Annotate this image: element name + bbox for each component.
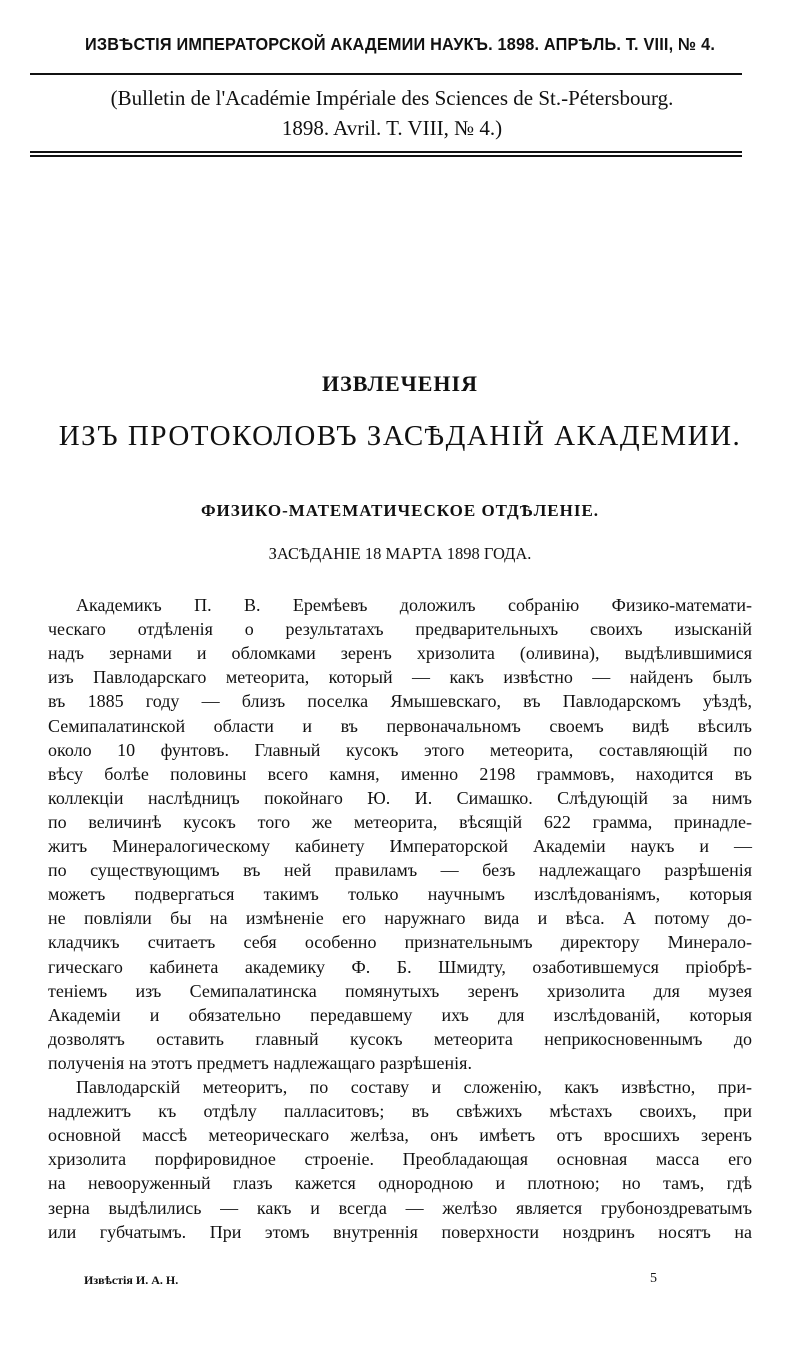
body-line: или губчатымъ. При этомъ внутреннія поверхности ноздринъ носятъ на (48, 1221, 752, 1242)
body-line: теніемъ изъ Семипалатинска помянутыхъ зеренъ хризолита для музея (48, 980, 752, 1001)
body-line: по существующимъ въ ней правиламъ — безъ надлежащаго разрѣшенія (48, 860, 752, 881)
session-heading: ЗАСѢДАНІЕ 18 МАРТА 1898 ГОДА. (268, 544, 532, 563)
body-line: вѣсу болѣе половины всего камня, именно 2198 граммовъ, находится въ (48, 763, 752, 784)
body-line: не повліяли бы на измѣненіе его наружнаго вида и вѣса. А потому до- (48, 908, 752, 929)
body-line: Академіи и обязательно передавшему ихъ для изслѣдованій, которыя (48, 1004, 752, 1025)
body-line: коллекціи наслѣдницъ покойнаго Ю. И. Симашко. Слѣдующій за нимъ (48, 787, 752, 808)
body-line: на невооруженный глазъ кажется однородною и плотною; но тамъ, гдѣ (48, 1173, 752, 1194)
body-line: по величинѣ кусокъ того же метеорита, вѣсящій 622 грамма, принадле- (48, 811, 752, 832)
body-line: хризолита порфировидное строеніе. Преобладающая основная масса его (48, 1149, 752, 1170)
body-line: ческаго отдѣленія о результатахъ предварительныхъ своихъ изысканій (48, 619, 752, 640)
section-heading-extracts: ИЗВЛЕЧЕНІЯ (321, 371, 478, 396)
body-line: около 10 фунтовъ. Главный кусокъ этого метеорита, составляющій по (48, 739, 752, 760)
body-line: гическаго кабинета академику Ф. Б. Шмидту, озаботившемуся пріобрѣ- (48, 956, 752, 977)
page-number: 5 (650, 1271, 657, 1286)
body-line: Семипалатинской области и въ первоначальномъ своемъ видѣ вѣсилъ (48, 715, 752, 736)
body-line: Академикъ П. В. Еремѣевъ доложилъ собранію Физико-математи- (76, 595, 752, 615)
division-heading: ФИЗИКО-МАТЕМАТИЧЕСКОЕ ОТДѢЛЕНІЕ. (200, 501, 600, 520)
body-line: надъ зернами и обломками зеренъ хризолита (оливина), выдѣлившимися (48, 643, 752, 664)
bulletin-title-line-2: 1898. Avril. T. VIII, № 4.) (281, 116, 503, 140)
footer-journal-abbrev: Извѣстія И. А. Н. (84, 1273, 179, 1287)
body-line: Павлодарскій метеоритъ, по составу и сложенію, какъ извѣстно, при- (76, 1077, 752, 1097)
header-rule (30, 73, 742, 75)
bulletin-title-line-1: (Bulletin de l'Académie Impériale des Sciences de St.-Pétersbourg. (110, 86, 674, 110)
body-line: дозволятъ оставить главный кусокъ метеорита неприкосновеннымъ до (48, 1028, 752, 1049)
body-line: зерна выдѣлились — какъ и всегда — желѣзо является грубоноздреватымъ (48, 1197, 752, 1218)
body-line: можетъ подвергаться такимъ только научнымъ изслѣдованіямъ, которыя (48, 884, 752, 905)
running-head: ИЗВѢСТІЯ ИМПЕРАТОРСКОЙ АКАДЕМИИ НАУКЪ. 1898. АПРѢЛЬ. Т. VIII, № 4. (84, 34, 716, 54)
double-rule-bottom (30, 155, 742, 157)
body-line: полученія на этотъ предметъ надлежащаго разрѣшенія. (48, 1052, 472, 1073)
body-line: житъ Минералогическому кабинету Императорской Академіи наукъ и — (48, 836, 752, 856)
body-line: въ 1885 году — близъ поселка Ямышевскаго, въ Павлодарскомъ уѣздѣ, (48, 691, 752, 712)
body-line: надлежитъ къ отдѣлу палласитовъ; въ свѣжихъ мѣстахъ своихъ, при (48, 1101, 752, 1122)
double-rule-top (30, 151, 742, 153)
body-line: кладчикъ считаетъ себя особенно признательнымъ директору Минерало- (48, 932, 752, 953)
body-line: изъ Павлодарскаго метеорита, который — какъ извѣстно — найденъ былъ (48, 667, 752, 688)
body-line: основной массѣ метеорическаго желѣза, онъ имѣетъ отъ вросшихъ зеренъ (48, 1125, 752, 1146)
section-heading-protocols: ИЗЪ ПРОТОКОЛОВЪ ЗАСѢДАНІЙ АКАДЕМИИ. (58, 420, 742, 452)
